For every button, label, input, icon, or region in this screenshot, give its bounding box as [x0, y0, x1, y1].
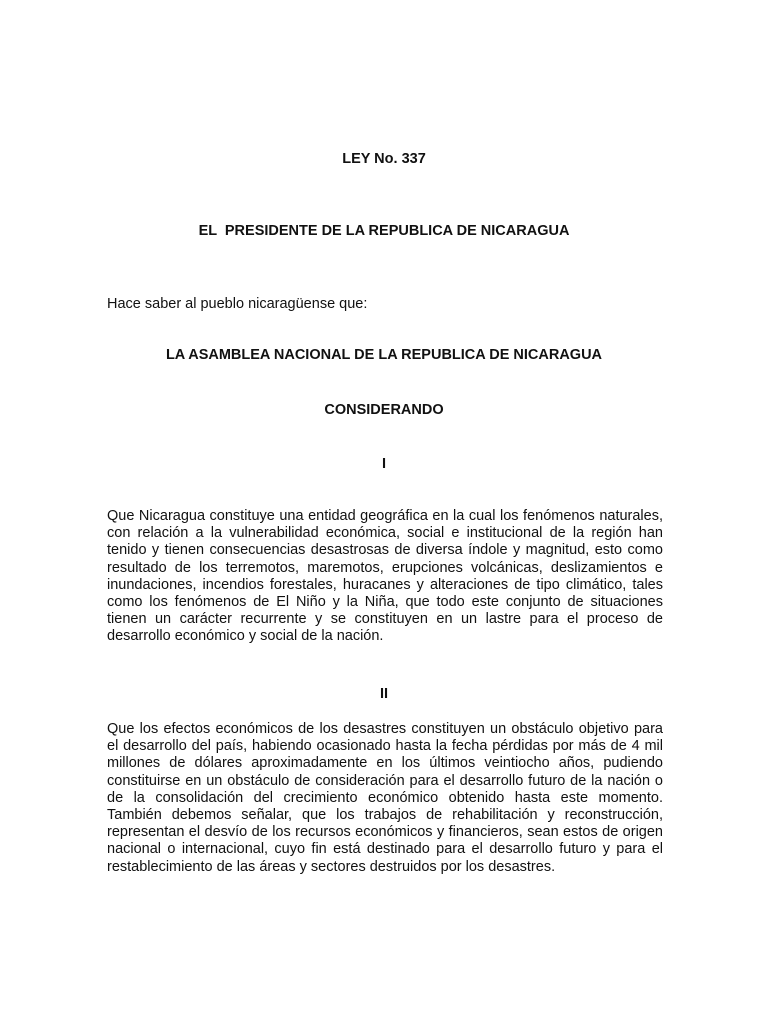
considerando-heading: CONSIDERANDO [324, 402, 444, 418]
issuer-heading: EL PRESIDENTE DE LA REPUBLICA DE NICARAGUA [198, 223, 570, 239]
section-paragraph: Que los efectos económicos de los desastres constituyen un obstáculo objetivo para el desarrollo del país, habiendo ocasionado hasta la fecha pérdidas por más de 4 mil millones de dólares aproximadamente en los últimos veintiocho años, pudiendo constituirse en un obstáculo de consideración para el desarrollo futuro de la nación o de la consolidación del crecimiento económico obtenido hasta este momento. También debemos señalar, que los trabajos de rehabilitación y reconstrucción, representan el desvío de los recursos económicos y financieros, sean estos de origen nacional o internacional, cuyo fin está destinado para el desarrollo futuro y para el restablecimiento de las áreas y sectores destruidos por los desastres. [107, 721, 663, 875]
section-numeral: I [381, 456, 387, 472]
section-numeral: II [379, 686, 389, 702]
intro-text: Hace saber al pueblo nicaragüense que: [107, 296, 368, 312]
law-title: LEY No. 337 [342, 151, 426, 167]
section-paragraph: Que Nicaragua constituye una entidad geográfica en la cual los fenómenos naturales, con relación a la vulnerabilidad económica, social e institucional de la región han tenido y tienen consecuencias desastrosas de diversa índole y magnitud, esto como resultado de los terremotos, maremotos, erupciones volcánicas, deslizamientos e inundaciones, incendios forestales, huracanes y alteraciones de tipo climático, tales como los fenómenos de El Niño y la Niña, que todo este conjunto de situaciones tienen un carácter recurrente y se constituyen en un lastre para el proceso de desarrollo económico y social de la nación. [107, 508, 663, 645]
assembly-heading: LA ASAMBLEA NACIONAL DE LA REPUBLICA DE NICARAGUA [165, 347, 603, 363]
